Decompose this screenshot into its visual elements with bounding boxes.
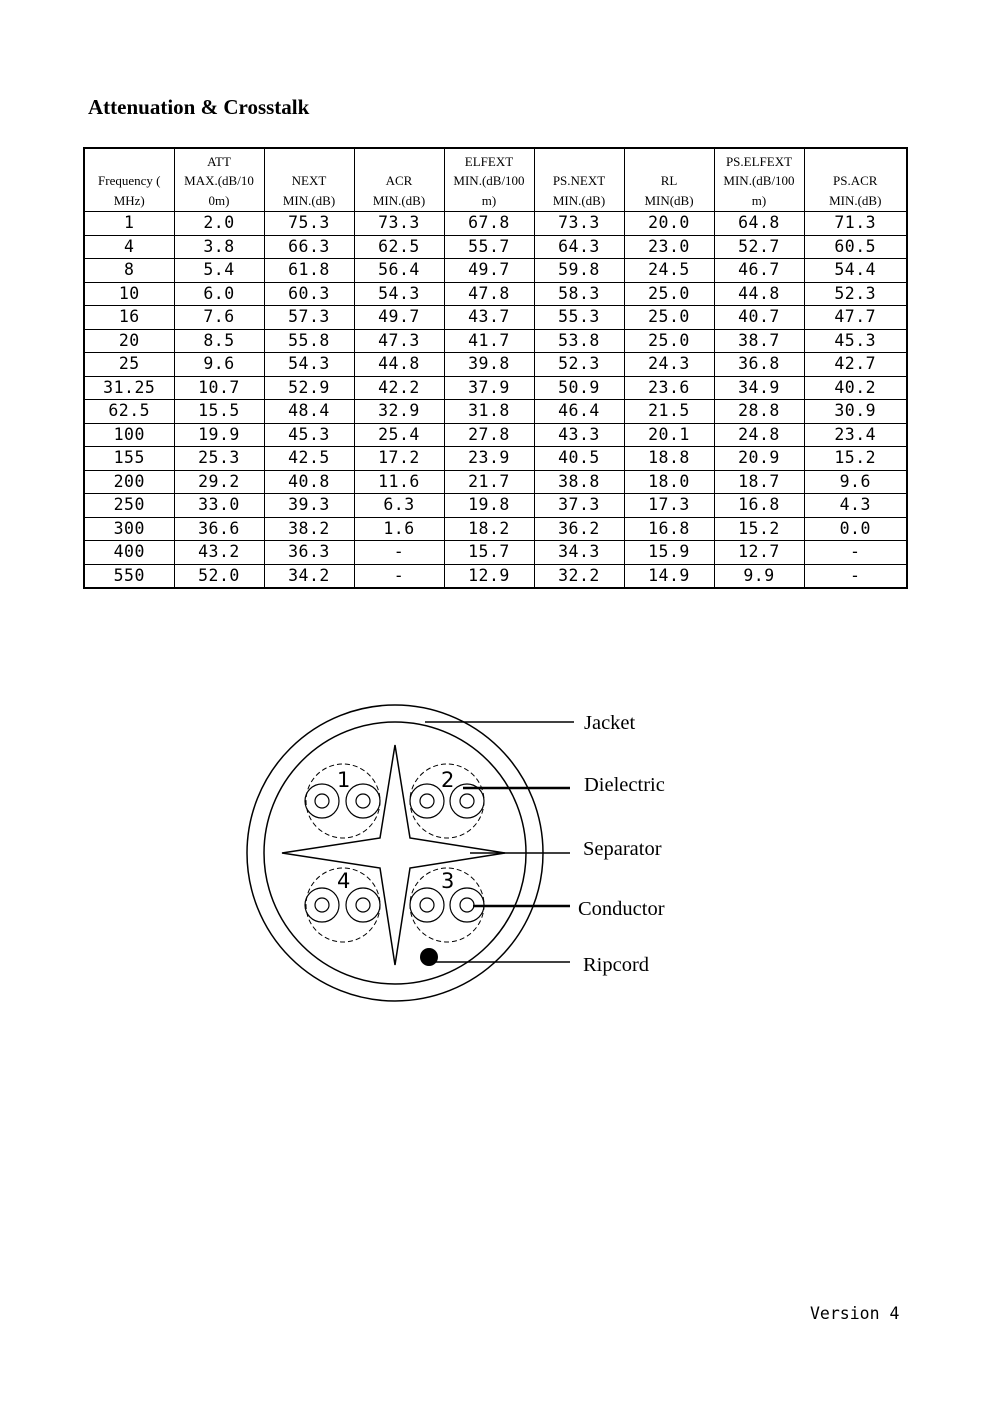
table-cell: 38.7 <box>714 329 804 353</box>
table-cell: 54.3 <box>354 282 444 306</box>
table-cell: 11.6 <box>354 470 444 494</box>
table-cell: 73.3 <box>354 212 444 236</box>
table-cell: 25.0 <box>624 329 714 353</box>
column-header-frequency: Frequency ( MHz) <box>84 148 174 212</box>
table-cell: 1.6 <box>354 517 444 541</box>
table-cell: 31.8 <box>444 400 534 424</box>
table-cell: 24.3 <box>624 353 714 377</box>
table-cell: 15.5 <box>174 400 264 424</box>
table-cell: 23.6 <box>624 376 714 400</box>
table-cell: 53.8 <box>534 329 624 353</box>
table-cell: 37.3 <box>534 494 624 518</box>
pair-3 <box>410 868 484 942</box>
label-separator: Separator <box>583 838 662 860</box>
table-cell: 55.8 <box>264 329 354 353</box>
table-cell: 36.2 <box>534 517 624 541</box>
table-cell: 14.9 <box>624 564 714 588</box>
column-header-elfext: ELFEXT MIN.(dB/100 m) <box>444 148 534 212</box>
label-dielectric: Dielectric <box>584 774 665 796</box>
table-cell: 62.5 <box>84 400 174 424</box>
table-cell: 34.3 <box>534 541 624 565</box>
table-cell: 155 <box>84 447 174 471</box>
table-cell: 8 <box>84 259 174 283</box>
table-cell: 42.7 <box>804 353 907 377</box>
table-row <box>84 470 907 494</box>
table-row <box>84 212 907 236</box>
table-row <box>84 400 907 424</box>
table-cell: 42.5 <box>264 447 354 471</box>
table-cell: - <box>804 564 907 588</box>
table-cell: 300 <box>84 517 174 541</box>
table-cell: 49.7 <box>354 306 444 330</box>
table-cell: - <box>804 541 907 565</box>
table-cell: 47.7 <box>804 306 907 330</box>
table-cell: 36.3 <box>264 541 354 565</box>
table-cell: 55.3 <box>534 306 624 330</box>
table-cell: 57.3 <box>264 306 354 330</box>
table-cell: 18.2 <box>444 517 534 541</box>
pair-number-3: 3 <box>441 869 455 893</box>
table-cell: 43.3 <box>534 423 624 447</box>
table-cell: 15.7 <box>444 541 534 565</box>
table-cell: 36.8 <box>714 353 804 377</box>
table-cell: 32.2 <box>534 564 624 588</box>
table-cell: 24.5 <box>624 259 714 283</box>
table-cell: 250 <box>84 494 174 518</box>
table-body <box>84 212 907 589</box>
table-cell: - <box>354 564 444 588</box>
table-cell: 15.9 <box>624 541 714 565</box>
table-row <box>84 235 907 259</box>
table-cell: 15.2 <box>714 517 804 541</box>
table-row <box>84 517 907 541</box>
table-row <box>84 564 907 588</box>
table-cell: 33.0 <box>174 494 264 518</box>
table-cell: 75.3 <box>264 212 354 236</box>
table-cell: 1 <box>84 212 174 236</box>
table-cell: 34.9 <box>714 376 804 400</box>
table-cell: 47.8 <box>444 282 534 306</box>
column-header-rl: RL MIN(dB) <box>624 148 714 212</box>
table-cell: 16.8 <box>714 494 804 518</box>
table-row <box>84 541 907 565</box>
version-footer: Version 4 <box>810 1304 900 1323</box>
column-header-next: NEXT MIN.(dB) <box>264 148 354 212</box>
table-cell: 400 <box>84 541 174 565</box>
table-cell: 23.0 <box>624 235 714 259</box>
table-cell: 28.8 <box>714 400 804 424</box>
table-cell: 52.9 <box>264 376 354 400</box>
table-cell: 5.4 <box>174 259 264 283</box>
table-cell: 55.7 <box>444 235 534 259</box>
table-cell: 52.3 <box>804 282 907 306</box>
table-cell: 10.7 <box>174 376 264 400</box>
table-cell: 25.4 <box>354 423 444 447</box>
table-cell: 61.8 <box>264 259 354 283</box>
label-jacket: Jacket <box>584 712 636 734</box>
table-cell: 25.3 <box>174 447 264 471</box>
table-row <box>84 259 907 283</box>
table-cell: 32.9 <box>354 400 444 424</box>
table-cell: 67.8 <box>444 212 534 236</box>
table-cell: 41.7 <box>444 329 534 353</box>
column-header-att: ATT MAX.(dB/10 0m) <box>174 148 264 212</box>
label-ripcord: Ripcord <box>583 954 650 976</box>
table-cell: 71.3 <box>804 212 907 236</box>
table-cell: 550 <box>84 564 174 588</box>
table-cell: 38.2 <box>264 517 354 541</box>
table-cell: 58.3 <box>534 282 624 306</box>
table-cell: 45.3 <box>804 329 907 353</box>
table-row <box>84 494 907 518</box>
column-header-acr: ACR MIN.(dB) <box>354 148 444 212</box>
table-row <box>84 353 907 377</box>
pair-4 <box>305 868 380 942</box>
table-cell: 64.8 <box>714 212 804 236</box>
table-cell: 0.0 <box>804 517 907 541</box>
table-cell: 23.4 <box>804 423 907 447</box>
table-cell: 46.7 <box>714 259 804 283</box>
table-cell: 38.8 <box>534 470 624 494</box>
ripcord-dot <box>420 948 438 966</box>
table-cell: 200 <box>84 470 174 494</box>
table-cell: 23.9 <box>444 447 534 471</box>
table-cell: 60.3 <box>264 282 354 306</box>
table-cell: 39.8 <box>444 353 534 377</box>
table-cell: 29.2 <box>174 470 264 494</box>
table-cell: 24.8 <box>714 423 804 447</box>
table-cell: 60.5 <box>804 235 907 259</box>
table-row <box>84 423 907 447</box>
table-cell: 45.3 <box>264 423 354 447</box>
table-cell: 18.8 <box>624 447 714 471</box>
table-cell: 44.8 <box>714 282 804 306</box>
table-cell: 40.7 <box>714 306 804 330</box>
table-cell: 47.3 <box>354 329 444 353</box>
table-cell: 25.0 <box>624 282 714 306</box>
table-cell: 21.5 <box>624 400 714 424</box>
table-cell: 40.2 <box>804 376 907 400</box>
pair-number-4: 4 <box>337 869 351 893</box>
table-row <box>84 329 907 353</box>
table-header-row <box>84 148 907 212</box>
table-cell: 39.3 <box>264 494 354 518</box>
column-header-ps-acr: PS.ACR MIN.(dB) <box>804 148 907 212</box>
table-row <box>84 306 907 330</box>
table-cell: 16 <box>84 306 174 330</box>
column-header-ps-next: PS.NEXT MIN.(dB) <box>534 148 624 212</box>
table-cell: 4 <box>84 235 174 259</box>
cable-cross-section-diagram <box>0 680 992 1010</box>
table-cell: 17.3 <box>624 494 714 518</box>
table-cell: 52.0 <box>174 564 264 588</box>
table-cell: 49.7 <box>444 259 534 283</box>
table-cell: 12.7 <box>714 541 804 565</box>
table-cell: - <box>354 541 444 565</box>
table-cell: 40.5 <box>534 447 624 471</box>
pair-2 <box>410 764 484 838</box>
table-row <box>84 376 907 400</box>
page-title: Attenuation & Crosstalk <box>88 95 310 119</box>
table-cell: 6.0 <box>174 282 264 306</box>
table-cell: 34.2 <box>264 564 354 588</box>
table-cell: 8.5 <box>174 329 264 353</box>
table-cell: 16.8 <box>624 517 714 541</box>
table-cell: 54.3 <box>264 353 354 377</box>
table-cell: 19.8 <box>444 494 534 518</box>
table-cell: 6.3 <box>354 494 444 518</box>
table-cell: 20.9 <box>714 447 804 471</box>
table-cell: 42.2 <box>354 376 444 400</box>
table-cell: 44.8 <box>354 353 444 377</box>
table-cell: 37.9 <box>444 376 534 400</box>
table-row <box>84 447 907 471</box>
attenuation-crosstalk-table <box>83 147 908 589</box>
separator-star <box>282 745 505 965</box>
table-cell: 3.8 <box>174 235 264 259</box>
table-cell: 20.1 <box>624 423 714 447</box>
table-cell: 9.9 <box>714 564 804 588</box>
table-cell: 18.7 <box>714 470 804 494</box>
table-cell: 56.4 <box>354 259 444 283</box>
label-conductor: Conductor <box>578 898 665 920</box>
pair-number-1: 1 <box>337 768 351 792</box>
table-cell: 15.2 <box>804 447 907 471</box>
table-cell: 43.2 <box>174 541 264 565</box>
table-cell: 64.3 <box>534 235 624 259</box>
table-cell: 25.0 <box>624 306 714 330</box>
pair-number-2: 2 <box>441 768 455 792</box>
table-cell: 52.3 <box>534 353 624 377</box>
table-cell: 73.3 <box>534 212 624 236</box>
table-cell: 36.6 <box>174 517 264 541</box>
table-cell: 25 <box>84 353 174 377</box>
table-cell: 4.3 <box>804 494 907 518</box>
table-cell: 9.6 <box>804 470 907 494</box>
table-cell: 2.0 <box>174 212 264 236</box>
table-cell: 43.7 <box>444 306 534 330</box>
table-cell: 10 <box>84 282 174 306</box>
table-cell: 59.8 <box>534 259 624 283</box>
table-cell: 46.4 <box>534 400 624 424</box>
column-header-ps-elfext: PS.ELFEXT MIN.(dB/100 m) <box>714 148 804 212</box>
table-cell: 62.5 <box>354 235 444 259</box>
table-cell: 7.6 <box>174 306 264 330</box>
table-cell: 9.6 <box>174 353 264 377</box>
table-cell: 19.9 <box>174 423 264 447</box>
table-row <box>84 282 907 306</box>
table-cell: 30.9 <box>804 400 907 424</box>
table-cell: 12.9 <box>444 564 534 588</box>
pair-1 <box>305 764 380 838</box>
table-cell: 31.25 <box>84 376 174 400</box>
table-cell: 17.2 <box>354 447 444 471</box>
table-cell: 48.4 <box>264 400 354 424</box>
table-cell: 50.9 <box>534 376 624 400</box>
table-cell: 18.0 <box>624 470 714 494</box>
table-cell: 54.4 <box>804 259 907 283</box>
table-cell: 20.0 <box>624 212 714 236</box>
table-cell: 40.8 <box>264 470 354 494</box>
table-cell: 100 <box>84 423 174 447</box>
table-cell: 27.8 <box>444 423 534 447</box>
table-cell: 52.7 <box>714 235 804 259</box>
table-cell: 21.7 <box>444 470 534 494</box>
table-cell: 66.3 <box>264 235 354 259</box>
table-cell: 20 <box>84 329 174 353</box>
